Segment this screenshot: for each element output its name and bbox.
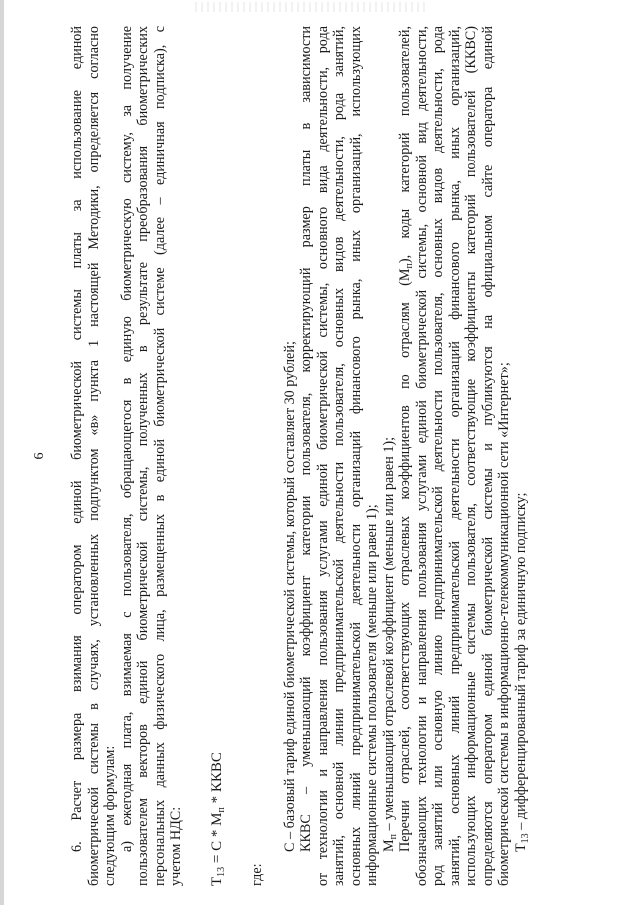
definition-kkvs-line: занятий, основной линии предпринимательской деятельности пользователя, основных видов деятельности, рода занятий, — [331, 26, 347, 886]
list-paragraph-line: использующих информационные системы пользователя, соответствующие коэффициенты категорий пользователей (ККВС) — [463, 26, 479, 886]
definition-kkvs-line: основных линий предпринимательской деятельности организаций финансового рынка, иных организаций, использующих — [347, 26, 364, 886]
formula-t13: $T_{13} = С * M_п$ * ККВС — [208, 752, 227, 886]
list-paragraph-line: Перечни отраслей, соответствующих отраслевых коэффициентов по отраслям $(M_п)$, коды категорий пользователей, — [397, 26, 415, 852]
paragraph-6-line: 6. Расчет размера взимания оператором единой биометрической системы платы за использование единой — [69, 26, 85, 852]
definition-kkvs-line: от технологии и направления пользования услугами единой биометрической системы, основного вида деятельности, рода — [314, 26, 331, 886]
paragraph-a-line: пользователем векторов единой биометрической системы, полученных в результате преобразования биометрических — [135, 26, 151, 886]
list-paragraph-line: род занятий или основную линию предпринимательской деятельности пользователя, основных видов деятельности, рода — [430, 26, 446, 886]
definition-mn: $M_п$ – уменьшающий отраслевой коэффициент (меньше или равен 1); — [380, 436, 399, 852]
list-paragraph-line: определяются оператором единой биометрической системы и публикуются на официальном сайте оператора единой — [479, 26, 496, 886]
where-label: где: — [249, 863, 265, 886]
list-paragraph-line: обозначающих технологии и направления пользования услугами единой биометрической системы, основной вид деятельности, — [413, 26, 430, 886]
scan-noise — [195, 2, 425, 12]
spacer — [266, 26, 282, 886]
definition-c: С – базовый тариф единой биометрической системы, который составляет 30 рублей; — [281, 341, 298, 852]
list-paragraph-line: биометрической системы в информационно-телекоммуникационной сети «Интернет»; — [496, 362, 512, 886]
page-number: 6 — [32, 452, 47, 460]
paragraph-a-line: учетом НДС: — [168, 806, 184, 886]
paragraph-6-line: биометрической системы в случаях, установленных подпунктом «в» пункта 1 настоящей Методики, определяется согласно — [85, 26, 102, 886]
paragraph-6-line: следующим формулам: — [102, 745, 118, 886]
list-paragraph-line: занятий, основных линий предпринимательской деятельности организаций финансового рынка, иных организаций, — [446, 26, 463, 886]
rotated-content — [32, 26, 602, 886]
spacer — [185, 26, 209, 886]
paragraph-a-line: а) ежегодная плата, взимаемая с пользователя, обращающегося в единую биометрическую систему, за получение — [118, 26, 135, 852]
scan-edge — [0, 0, 4, 905]
definition-kkvs-line: ККВС – уменьшающий коэффициент категории пользователя, корректирующий размер платы в зависимости — [298, 26, 314, 852]
definition-kkvs-line: информационные системы пользователя (меньше или равен 1); — [364, 504, 380, 886]
definition-t13: $T_{13}$ – дифференцированный тариф за единичную подписку; — [512, 492, 531, 852]
body-text — [69, 26, 529, 886]
paragraph-a-line: персональных данных физического лица, размещенных в единой биометрической системе (далее – единичная подписка), с — [151, 26, 168, 886]
spacer — [225, 26, 249, 886]
